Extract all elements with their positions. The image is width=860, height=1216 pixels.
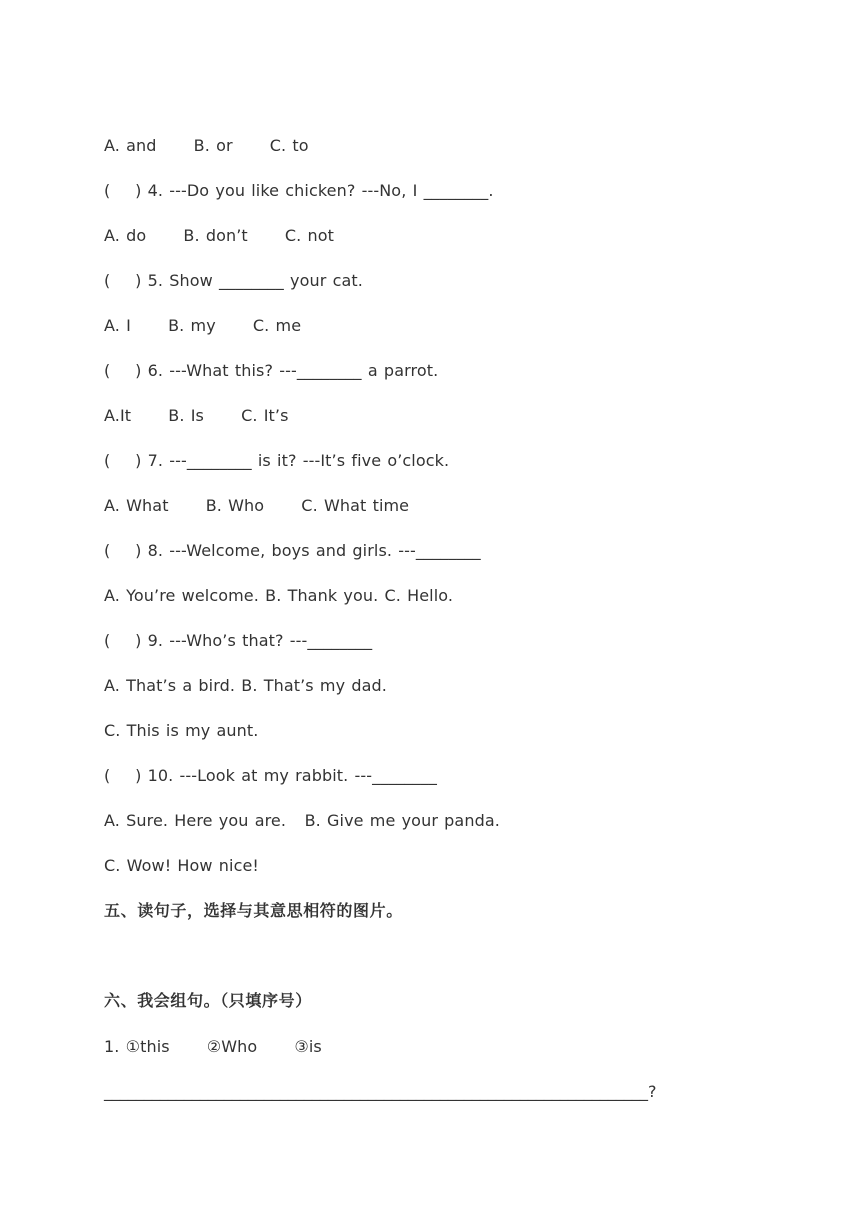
- q9-question: ( ) 9. ---Who’s that? ---________: [104, 631, 373, 650]
- q5-question: ( ) 5. Show ________ your cat.: [104, 271, 363, 290]
- section6-answer-line: ____________________________________________________________________?: [104, 1082, 657, 1101]
- q8-options: A. You’re welcome. B. Thank you. C. Hello.: [104, 586, 454, 605]
- section6-item1: 1. ①this ②Who ③is: [104, 1037, 322, 1056]
- q9-option-c: C. This is my aunt.: [104, 721, 259, 740]
- section6-heading: 六、我会组句。（只填序号）: [104, 991, 312, 1010]
- q10-option-c: C. Wow! How nice!: [104, 856, 259, 875]
- q7-question: ( ) 7. ---________ is it? ---It’s five o’clock.: [104, 451, 450, 470]
- q6-question: ( ) 6. ---What this? ---________ a parrot.: [104, 361, 439, 380]
- q7-options: A. What B. Who C. What time: [104, 496, 410, 515]
- q4-options: A. do B. don’t C. not: [104, 226, 335, 245]
- q8-question: ( ) 8. ---Welcome, boys and girls. ---________: [104, 541, 481, 560]
- section5-heading: 五、读句子，选择与其意思相符的图片。: [104, 901, 403, 920]
- q4-question: ( ) 4. ---Do you like chicken? ---No, I ________.: [104, 181, 494, 200]
- q10-question: ( ) 10. ---Look at my rabbit. ---________: [104, 766, 437, 785]
- q5-options: A. I B. my C. me: [104, 316, 302, 335]
- q3-options: A. and B. or C. to: [104, 136, 309, 155]
- q10-options-ab: A. Sure. Here you are. B. Give me your panda.: [104, 811, 500, 830]
- q9-options-ab: A. That’s a bird. B. That’s my dad.: [104, 676, 387, 695]
- q6-options: A.It B. Is C. It’s: [104, 406, 289, 425]
